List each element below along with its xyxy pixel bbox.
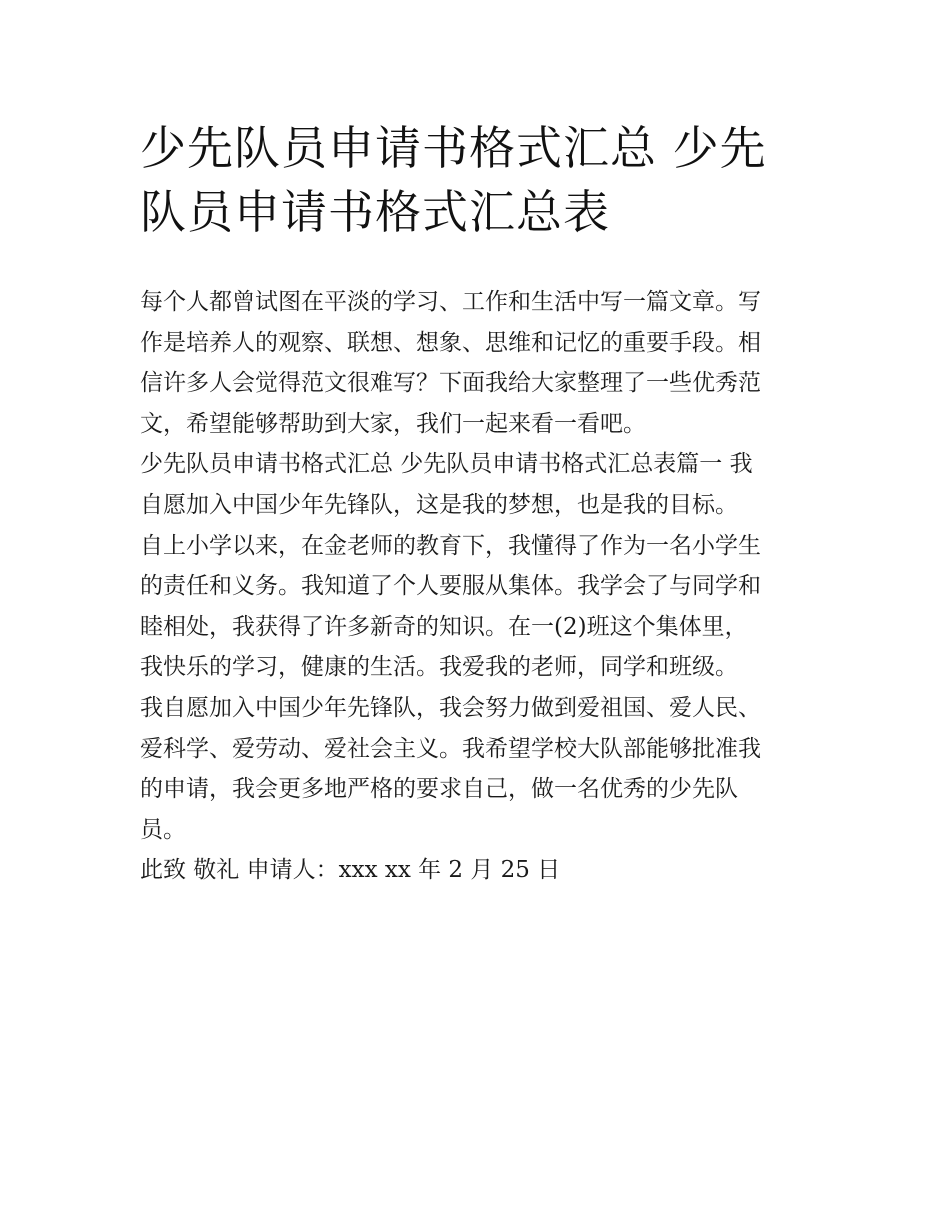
body-line: 自愿加入中国少年先锋队，这是我的梦想，也是我的目标。 — [140, 491, 738, 518]
signature-line: 此致 敬礼 申请人：xxx xx 年 2 月 25 日 — [140, 857, 561, 884]
document-title — [140, 116, 820, 244]
body-line: 爱科学、爱劳动、爱社会主义。我希望学校大队部能够批准我 — [140, 735, 761, 762]
body-line: 我自愿加入中国少年先锋队，我会努力做到爱祖国、爱人民、 — [140, 694, 761, 721]
body-line: 睦相处，我获得了许多新奇的知识。在一(2)班这个集体里， — [140, 613, 748, 640]
title-line: 队员申请书格式汇总表 — [140, 185, 610, 239]
body-line: 自上小学以来，在金老师的教育下，我懂得了作为一名小学生 — [140, 532, 761, 559]
body-line: 员。 — [140, 816, 186, 843]
body-line: 少先队员申请书格式汇总 少先队员申请书格式汇总表篇一 我 — [140, 451, 753, 478]
body-line: 每个人都曾试图在平淡的学习、工作和生活中写一篇文章。写 — [140, 289, 761, 315]
document-body — [140, 282, 830, 891]
title-line: 少先队员申请书格式汇总 少先 — [140, 121, 767, 175]
body-line: 的申请，我会更多地严格的要求自己，做一名优秀的少先队 — [140, 776, 738, 803]
body-line: 文，希望能够帮助到大家，我们一起来看一看吧。 — [140, 410, 646, 437]
body-line: 的责任和义务。我知道了个人要服从集体。我学会了与同学和 — [140, 573, 761, 600]
body-line: 信许多人会觉得范文很难写？下面我给大家整理了一些优秀范 — [140, 370, 761, 397]
body-line: 我快乐的学习，健康的生活。我爱我的老师，同学和班级。 — [140, 654, 738, 681]
body-line: 作是培养人的观察、联想、想象、思维和记忆的重要手段。相 — [140, 329, 761, 356]
